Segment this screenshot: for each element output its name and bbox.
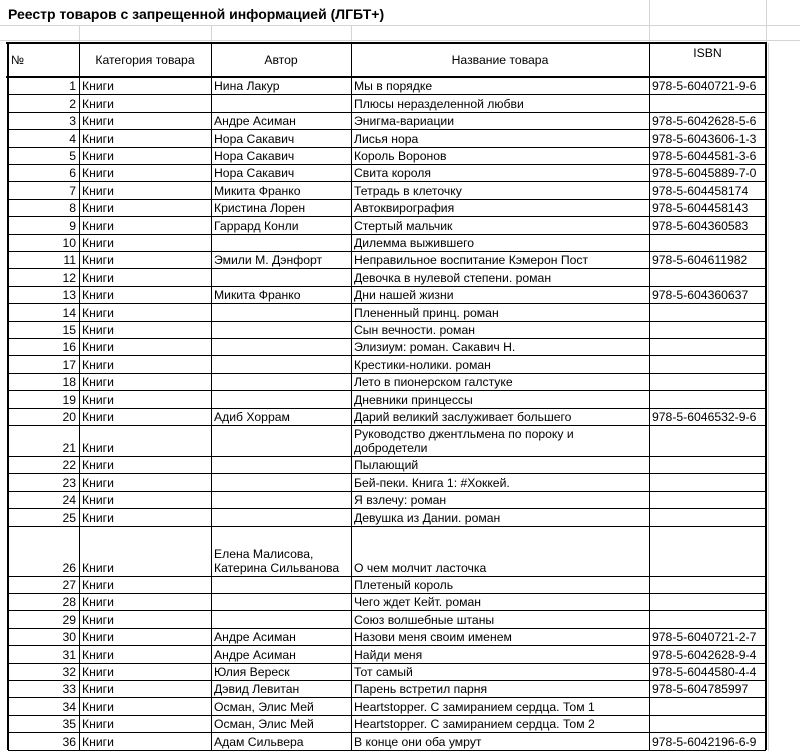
- grid-line: [766, 0, 767, 43]
- cell-number: 4: [69, 131, 76, 146]
- cell-author: [211, 390, 351, 407]
- cell-category: Книги: [82, 340, 114, 355]
- cell-name: Пылающий: [354, 458, 419, 473]
- row-separator: [8, 234, 766, 235]
- cell-name: Плюсы неразделенной любви: [354, 96, 524, 111]
- cell-number: 22: [62, 458, 76, 473]
- row-separator: [8, 303, 766, 304]
- cell-name: Элизиум: роман. Сакавич Н.: [354, 340, 516, 355]
- cell-author: [211, 268, 351, 285]
- cell-number: 6: [69, 166, 76, 181]
- cell-author: Осман, Элис Мей: [214, 699, 314, 714]
- row-separator: [8, 390, 766, 391]
- cell-name: Парень встретил парня: [354, 682, 488, 697]
- row-separator: [8, 697, 766, 698]
- cell-name: Король Воронов: [354, 148, 447, 163]
- cell-author: Нора Сакавич: [214, 131, 295, 146]
- cell-isbn: [649, 390, 766, 407]
- cell-number: 28: [62, 595, 76, 610]
- cell-author: [211, 234, 351, 251]
- row-separator: [8, 147, 766, 148]
- cell-name: Плетеный король: [354, 577, 454, 592]
- cell-name: Сын вечности. роман: [354, 322, 475, 337]
- cell-author: [211, 94, 351, 111]
- row-separator: [8, 425, 766, 426]
- cell-isbn: 978-5-604458174: [652, 183, 749, 198]
- cell-number: 29: [62, 612, 76, 627]
- cell-name: Свита короля: [354, 166, 431, 181]
- row-separator: [8, 628, 766, 629]
- cell-isbn: [649, 234, 766, 251]
- cell-name: Крестики-нолики. роман: [354, 357, 491, 372]
- cell-isbn: [649, 338, 766, 355]
- cell-category: Книги: [82, 458, 114, 473]
- cell-author: Адам Сильвера: [214, 734, 304, 749]
- cell-category: Книги: [82, 717, 114, 732]
- cell-author: Микита Франко: [214, 183, 301, 198]
- cell-isbn: 978-5-6044580-4-4: [652, 664, 757, 679]
- row-separator: [8, 338, 766, 339]
- row-separator: [8, 199, 766, 200]
- cell-isbn: [649, 526, 766, 576]
- cell-number: 2: [69, 96, 76, 111]
- cell-number: 32: [62, 664, 76, 679]
- cell-number: 14: [62, 305, 76, 320]
- cell-category: Книги: [82, 595, 114, 610]
- cell-category: Книги: [82, 734, 114, 749]
- sheet-title: Реестр товаров с запрещенной информацией (ЛГБТ+): [8, 6, 385, 22]
- cell-name: Дни нашей жизни: [354, 288, 454, 303]
- cell-author: [211, 321, 351, 338]
- grid-line: [79, 25, 80, 43]
- grid-line: [768, 43, 769, 751]
- cell-isbn: 978-5-6043606-1-3: [652, 131, 757, 146]
- cell-number: 8: [69, 201, 76, 216]
- row-separator: [8, 645, 766, 646]
- cell-category: Книги: [82, 357, 114, 372]
- row-separator: [8, 732, 766, 733]
- cell-number: 31: [62, 647, 76, 662]
- cell-name: Плененный принц. роман: [354, 305, 499, 320]
- cell-isbn: [649, 456, 766, 473]
- cell-number: 25: [62, 510, 76, 525]
- cell-isbn: [649, 491, 766, 508]
- cell-author: [211, 456, 351, 473]
- cell-isbn: 978-5-6044581-3-6: [652, 148, 757, 163]
- row-separator: [8, 216, 766, 217]
- cell-category: Книги: [82, 183, 114, 198]
- row-separator: [8, 408, 766, 409]
- cell-isbn: [649, 94, 766, 111]
- cell-name: Назови меня своим именем: [354, 630, 512, 645]
- cell-category: Книги: [82, 612, 114, 627]
- cell-name: Стертый мальчик: [354, 218, 453, 233]
- cell-number: 12: [62, 270, 76, 285]
- row-separator: [8, 576, 766, 577]
- cell-author: [211, 355, 351, 372]
- cell-number: 23: [62, 475, 76, 490]
- cell-name: Heartstopper. С замиранием сердца. Том 1: [354, 699, 595, 714]
- cell-author: [211, 425, 351, 456]
- cell-name: Девочка в нулевой степени. роман: [354, 270, 552, 285]
- cell-category: Книги: [82, 664, 114, 679]
- cell-isbn: [649, 355, 766, 372]
- cell-name: В конце они оба умрут: [354, 734, 482, 749]
- cell-category: Книги: [82, 96, 114, 111]
- column-border: [79, 42, 80, 750]
- grid-line: [211, 25, 212, 43]
- row-separator: [8, 491, 766, 492]
- cell-isbn: [649, 593, 766, 610]
- cell-category: Книги: [82, 305, 114, 320]
- cell-category: Книги: [82, 375, 114, 390]
- row-separator: [8, 593, 766, 594]
- cell-name: Девушка из Дании. роман: [354, 510, 501, 525]
- cell-author: Осман, Элис Мей: [214, 717, 314, 732]
- row-separator: [8, 129, 766, 130]
- cell-number: 5: [69, 148, 76, 163]
- row-separator: [8, 473, 766, 474]
- cell-author: Андре Асиман: [214, 114, 296, 129]
- cell-number: 27: [62, 577, 76, 592]
- row-separator: [8, 181, 766, 182]
- cell-isbn: 978-5-604360637: [652, 288, 749, 303]
- cell-number: 20: [62, 409, 76, 424]
- cell-category: Книги: [82, 409, 114, 424]
- cell-name: Союз волшебные штаны: [354, 612, 495, 627]
- cell-name: Неправильное воспитание Кэмерон Пост: [354, 253, 589, 268]
- cell-category: Книги: [82, 475, 114, 490]
- cell-number: 10: [62, 235, 76, 250]
- cell-author: Эмили М. Дэнфорт: [214, 253, 323, 268]
- cell-author: Елена Малисова, Катерина Сильванова: [214, 546, 340, 575]
- cell-number: 7: [69, 183, 76, 198]
- header-author: Автор: [264, 53, 298, 67]
- cell-name: О чем молчит ласточка: [354, 560, 487, 575]
- cell-author: Нора Сакавич: [214, 148, 295, 163]
- cell-author: Гаррард Конли: [214, 218, 299, 233]
- cell-category: Книги: [82, 392, 114, 407]
- cell-category: Книги: [82, 253, 114, 268]
- cell-isbn: [649, 321, 766, 338]
- cell-isbn: [649, 303, 766, 320]
- cell-name: Мы в порядке: [354, 79, 433, 94]
- cell-isbn: 978-5-6040721-9-6: [652, 79, 757, 94]
- row-separator: [8, 268, 766, 269]
- cell-category: Книги: [82, 79, 114, 94]
- cell-isbn: 978-5-6046532-9-6: [652, 409, 757, 424]
- cell-category: Книги: [82, 322, 114, 337]
- row-separator: [8, 715, 766, 716]
- cell-author: Дэвид Левитан: [214, 682, 300, 697]
- cell-category: Книги: [82, 647, 114, 662]
- cell-name: Я взлечу: роман: [354, 493, 447, 508]
- cell-category: Книги: [82, 441, 114, 455]
- cell-name: Тот самый: [354, 664, 413, 679]
- cell-name: Руководство джентльмена по пороку и добродетели: [354, 427, 574, 455]
- row-separator: [8, 610, 766, 611]
- cell-isbn: 978-5-6045889-7-0: [652, 166, 757, 181]
- cell-name: Лето в пионерском галстуке: [354, 375, 513, 390]
- cell-number: 17: [62, 357, 76, 372]
- cell-isbn: 978-5-6042196-6-9: [652, 734, 757, 749]
- cell-author: Нина Лакур: [214, 79, 280, 94]
- cell-name: Дилемма выжившего: [354, 235, 475, 250]
- column-border: [7, 42, 9, 750]
- cell-isbn: [649, 715, 766, 732]
- cell-author: Андре Асиман: [214, 647, 296, 662]
- cell-number: 30: [62, 630, 76, 645]
- header-top-border: [6, 42, 767, 44]
- cell-number: 24: [62, 493, 76, 508]
- cell-name: Бей-пеки. Книга 1: #Хоккей.: [354, 475, 510, 490]
- grid-line: [649, 0, 650, 43]
- header-name: Название товара: [451, 53, 549, 67]
- row-separator: [8, 373, 766, 374]
- cell-number: 36: [62, 734, 76, 749]
- cell-number: 21: [62, 441, 76, 455]
- cell-category: Книги: [82, 148, 114, 163]
- cell-isbn: [649, 697, 766, 714]
- cell-number: 3: [69, 114, 76, 129]
- cell-author: Нора Сакавич: [214, 166, 295, 181]
- header-isbn: ISBN: [693, 46, 722, 60]
- row-separator: [8, 286, 766, 287]
- cell-isbn: 978-5-6040721-2-7: [652, 630, 757, 645]
- cell-isbn: [649, 610, 766, 627]
- cell-category: Книги: [82, 288, 114, 303]
- column-border: [765, 42, 767, 750]
- cell-name: Найди меня: [354, 647, 423, 662]
- cell-author: Андре Асиман: [214, 630, 296, 645]
- cell-author: [211, 373, 351, 390]
- cell-number: 13: [62, 288, 76, 303]
- cell-isbn: 978-5-6042628-5-6: [652, 114, 757, 129]
- cell-category: Книги: [82, 560, 114, 575]
- cell-category: Книги: [82, 510, 114, 525]
- cell-isbn: 978-5-604785997: [652, 682, 749, 697]
- cell-author: [211, 473, 351, 490]
- cell-isbn: [649, 425, 766, 456]
- column-border: [351, 42, 352, 750]
- cell-number: 19: [62, 392, 76, 407]
- row-separator: [8, 680, 766, 681]
- header-category: Категория товара: [95, 53, 195, 67]
- cell-isbn: 978-5-604458143: [652, 201, 749, 216]
- cell-number: 35: [62, 717, 76, 732]
- row-separator: [8, 663, 766, 664]
- cell-author: [211, 508, 351, 525]
- header-bottom-border: [6, 76, 767, 78]
- cell-isbn: [649, 268, 766, 285]
- column-border: [211, 42, 212, 750]
- grid-line: [351, 25, 352, 43]
- cell-isbn: 978-5-604360583: [652, 218, 749, 233]
- cell-number: 34: [62, 699, 76, 714]
- cell-author: Микита Франко: [214, 288, 301, 303]
- cell-name: Дарий великий заслуживает большего: [354, 409, 572, 424]
- cell-isbn: [649, 576, 766, 593]
- cell-category: Книги: [82, 166, 114, 181]
- cell-name: Heartstopper. С замиранием сердца. Том 2: [354, 717, 595, 732]
- cell-category: Книги: [82, 131, 114, 146]
- cell-author: [211, 593, 351, 610]
- cell-number: 33: [62, 682, 76, 697]
- cell-author: [211, 610, 351, 627]
- cell-category: Книги: [82, 577, 114, 592]
- cell-number: 11: [63, 253, 76, 268]
- cell-category: Книги: [82, 493, 114, 508]
- row-separator: [8, 508, 766, 509]
- cell-name: Дневники принцессы: [354, 392, 473, 407]
- cell-isbn: 978-5-6042628-9-4: [652, 647, 757, 662]
- cell-number: 9: [69, 218, 76, 233]
- cell-author: Кристина Лорен: [214, 201, 306, 216]
- row-separator: [8, 164, 766, 165]
- cell-isbn: [649, 508, 766, 525]
- row-separator: [8, 456, 766, 457]
- row-separator: [8, 112, 766, 113]
- cell-category: Книги: [82, 114, 114, 129]
- cell-category: Книги: [82, 270, 114, 285]
- cell-isbn: [649, 473, 766, 490]
- cell-author: [211, 576, 351, 593]
- cell-number: 1: [69, 79, 76, 94]
- cell-number: 15: [62, 322, 76, 337]
- cell-author: [211, 303, 351, 320]
- cell-category: Книги: [82, 682, 114, 697]
- cell-category: Книги: [82, 699, 114, 714]
- grid-line: [0, 25, 800, 26]
- cell-author: Адиб Хоррам: [214, 409, 290, 424]
- cell-name: Лисья нора: [354, 131, 419, 146]
- column-border: [649, 42, 650, 750]
- row-separator: [8, 355, 766, 356]
- row-separator: [8, 251, 766, 252]
- cell-author: [211, 491, 351, 508]
- cell-name: Энигма-вариации: [354, 114, 455, 129]
- header-number: №: [11, 53, 25, 67]
- row-separator: [8, 321, 766, 322]
- cell-isbn: 978-5-604611982: [652, 253, 748, 268]
- cell-category: Книги: [82, 201, 114, 216]
- cell-isbn: [649, 373, 766, 390]
- grid-line: [0, 40, 800, 41]
- cell-name: Чего ждет Кейт. роман: [354, 595, 481, 610]
- cell-author: [211, 338, 351, 355]
- cell-category: Книги: [82, 630, 114, 645]
- row-separator: [8, 526, 766, 527]
- cell-name: Тетрадь в клеточку: [354, 183, 462, 198]
- cell-number: 18: [62, 375, 76, 390]
- cell-number: 16: [62, 340, 76, 355]
- cell-author: Юлия Вереск: [214, 664, 290, 679]
- cell-category: Книги: [82, 218, 114, 233]
- cell-category: Книги: [82, 235, 114, 250]
- cell-name: Автоквирография: [354, 201, 455, 216]
- cell-number: 26: [62, 560, 76, 575]
- row-separator: [8, 94, 766, 95]
